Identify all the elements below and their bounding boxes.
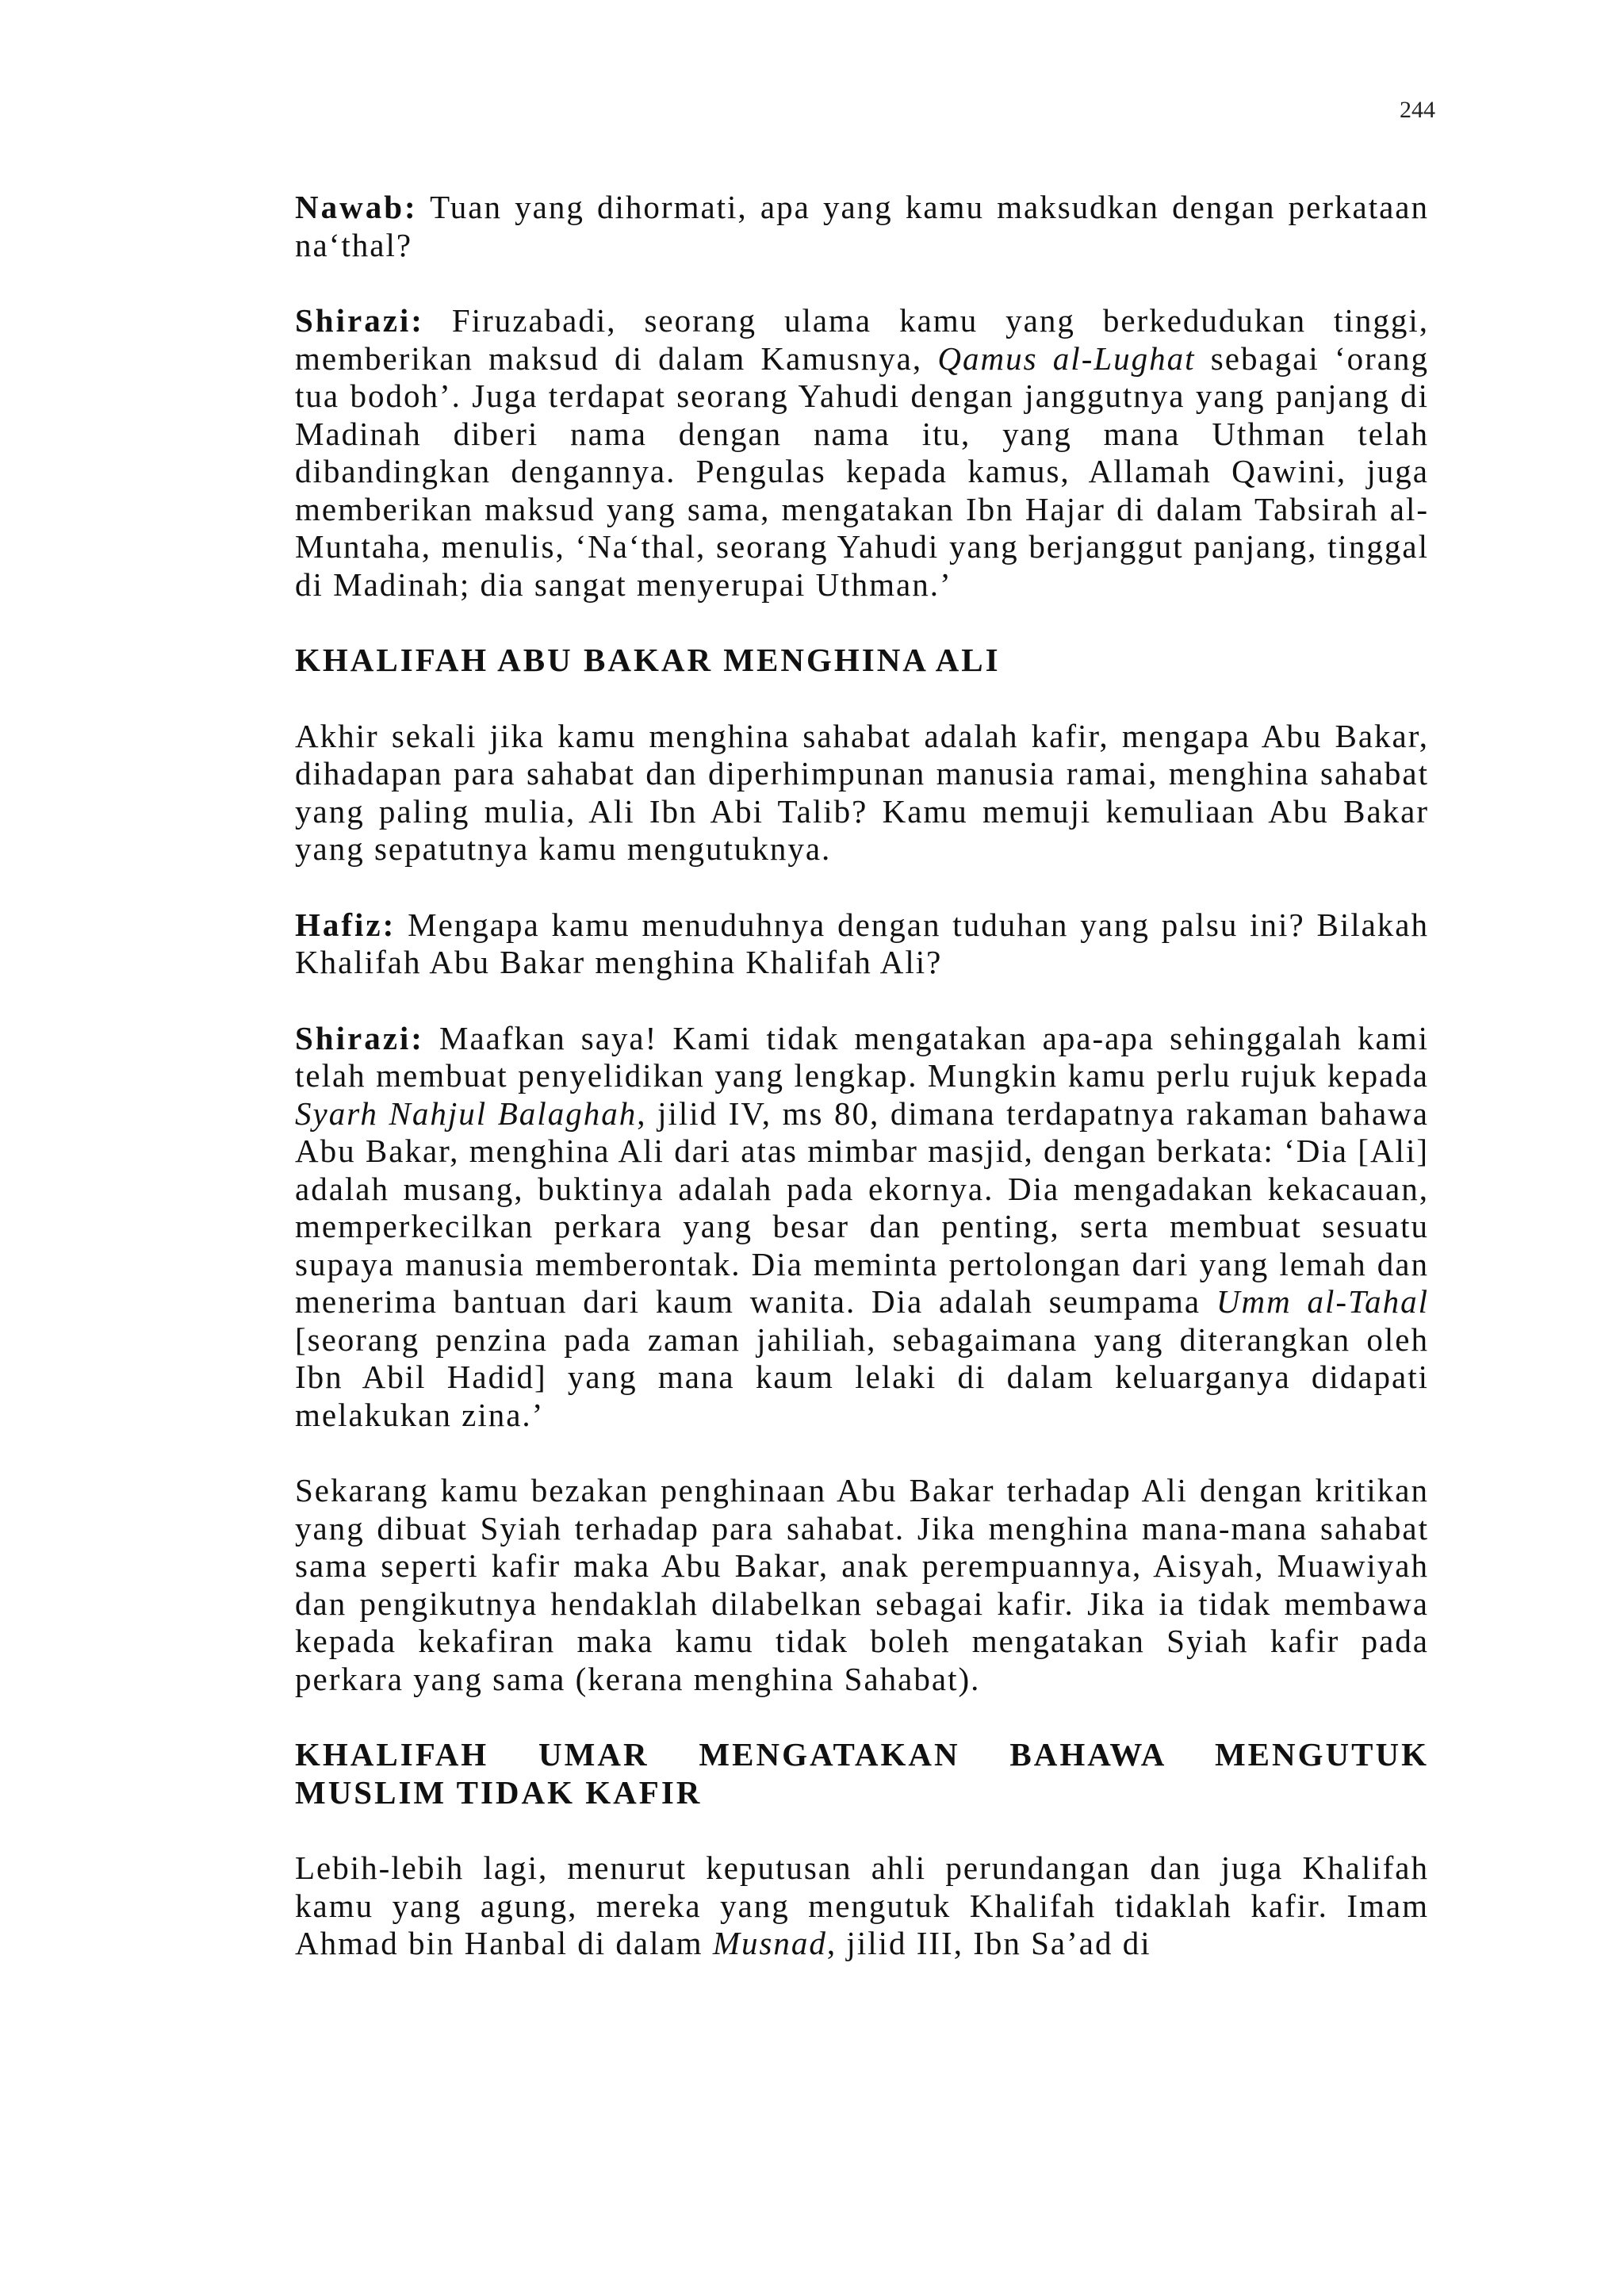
paragraph-text-block: Akhir sekali jika kamu menghina sahabat adalah kafir, mengapa Abu Bakar, dihadapan para sahabat dan diperhimpunan manusia ramai, menghina sahabat yang paling mulia, Ali Ibn Abi Talib? Kamu memuji kemuliaan Abu Bakar yang sepatutnya kamu mengutuknya. <box>295 717 1429 867</box>
paragraph-text: sebagai ‘orang tua bodoh’. Juga terdapat seorang Yahudi dengan janggutnya yang panjang di Madinah diberi nama dengan nama itu, yang mana Uthman telah dibandingkan dengannya. Pengulas kepada kamus, Allamah Qawini, juga memberikan maksud yang sama, mengatakan Ibn Hajar di dalam Tabsirah al-Muntaha, menulis, ‘Na‘thal, seorang Yahudi yang berjanggut panjang, tinggal di Madinah; dia sangat menyerupai Uthman.’ <box>295 339 1429 603</box>
book-title: Musnad <box>712 1925 827 1961</box>
section-heading-umar: KHALIFAH UMAR MENGATAKAN BAHAWA MENGUTUK MUSLIM TIDAK KAFIR <box>295 1736 1429 1811</box>
paragraph-nawab <box>295 189 1429 264</box>
speaker-label: Shirazi: <box>295 302 424 339</box>
paragraph-text: , jilid III, Ibn Sa’ad di <box>826 1925 1151 1961</box>
paragraph-lebih <box>295 1849 1429 1963</box>
paragraph-text: Mengapa kamu menuduhnya dengan tuduhan yang palsu ini? Bilakah Khalifah Abu Bakar menghina Khalifah Ali? <box>295 906 1429 980</box>
paragraph-text-block: Sekarang kamu bezakan penghinaan Abu Bakar terhadap Ali dengan kritikan yang dibuat Syiah terhadap para sahabat. Jika menghina mana-mana sahabat sama seperti kafir maka Abu Bakar, anak perempuannya, Aisyah, Muawiyah dan pengikutnya hendaklah dilabelkan sebagai kafir. Jika ia tidak membawa kepada kekafiran maka kamu tidak boleh mengatakan Syiah kafir pada perkara yang sama (kerana menghina Sahabat). <box>295 1472 1429 1697</box>
page-content <box>295 189 1429 1963</box>
book-title: Syarh Nahjul Balaghah <box>295 1094 638 1132</box>
paragraph-shirazi-2 <box>295 1020 1429 1435</box>
paragraph-text: Firuzabadi, seorang ulama kamu yang berkedudukan tinggi, memberikan maksud di dalam Kamusnya, <box>295 302 1429 377</box>
paragraph-text: Tuan yang dihormati, apa yang kamu maksudkan dengan perkataan na‘thal? <box>295 189 1429 263</box>
paragraph-text: Lebih-lebih lagi, menurut keputusan ahli perundangan dan juga Khalifah kamu yang agung, mereka yang mengutuk Khalifah tidaklah kafir. Imam Ahmad bin Hanbal di dalam <box>295 1849 1429 1961</box>
speaker-label: Nawab: <box>295 189 418 225</box>
paragraph-text: Maafkan saya! Kami tidak mengatakan apa-apa sehinggalah kami telah membuat penyelidikan yang lengkap. Mungkin kamu perlu rujuk kepada <box>295 1019 1429 1094</box>
speaker-label: Shirazi: <box>295 1019 424 1056</box>
page-number: 244 <box>1400 97 1435 123</box>
book-title: Qamus al-Lughat <box>937 339 1196 377</box>
person-name: Umm al-Tahal <box>1216 1283 1429 1320</box>
paragraph-hafiz <box>295 907 1429 982</box>
paragraph-text: [seorang penzina pada zaman jahiliah, sebagaimana yang diterangkan oleh Ibn Abil Hadid] yang mana kaum lelaki di dalam keluarganya didapati melakukan zina.’ <box>295 1320 1429 1433</box>
paragraph-shirazi-1 <box>295 302 1429 604</box>
paragraph-text: , jilid IV, ms 80, dimana terdapatnya rakaman bahawa Abu Bakar, menghina Ali dari atas mimbar masjid, dengan berkata: ‘Dia [Ali] adalah musang, buktinya adalah pada ekornya. Dia mengadakan kekacauan, memperkecilkan perkara yang besar dan penting, serta membuat sesuatu supaya manusia memberontak. Dia meminta pertolongan dari yang lemah dan menerima bantuan dari kaum wanita. Dia adalah seumpama <box>295 1094 1429 1320</box>
section-heading-abu-bakar: KHALIFAH ABU BAKAR MENGHINA ALI <box>295 642 1001 678</box>
speaker-label: Hafiz: <box>295 906 396 943</box>
